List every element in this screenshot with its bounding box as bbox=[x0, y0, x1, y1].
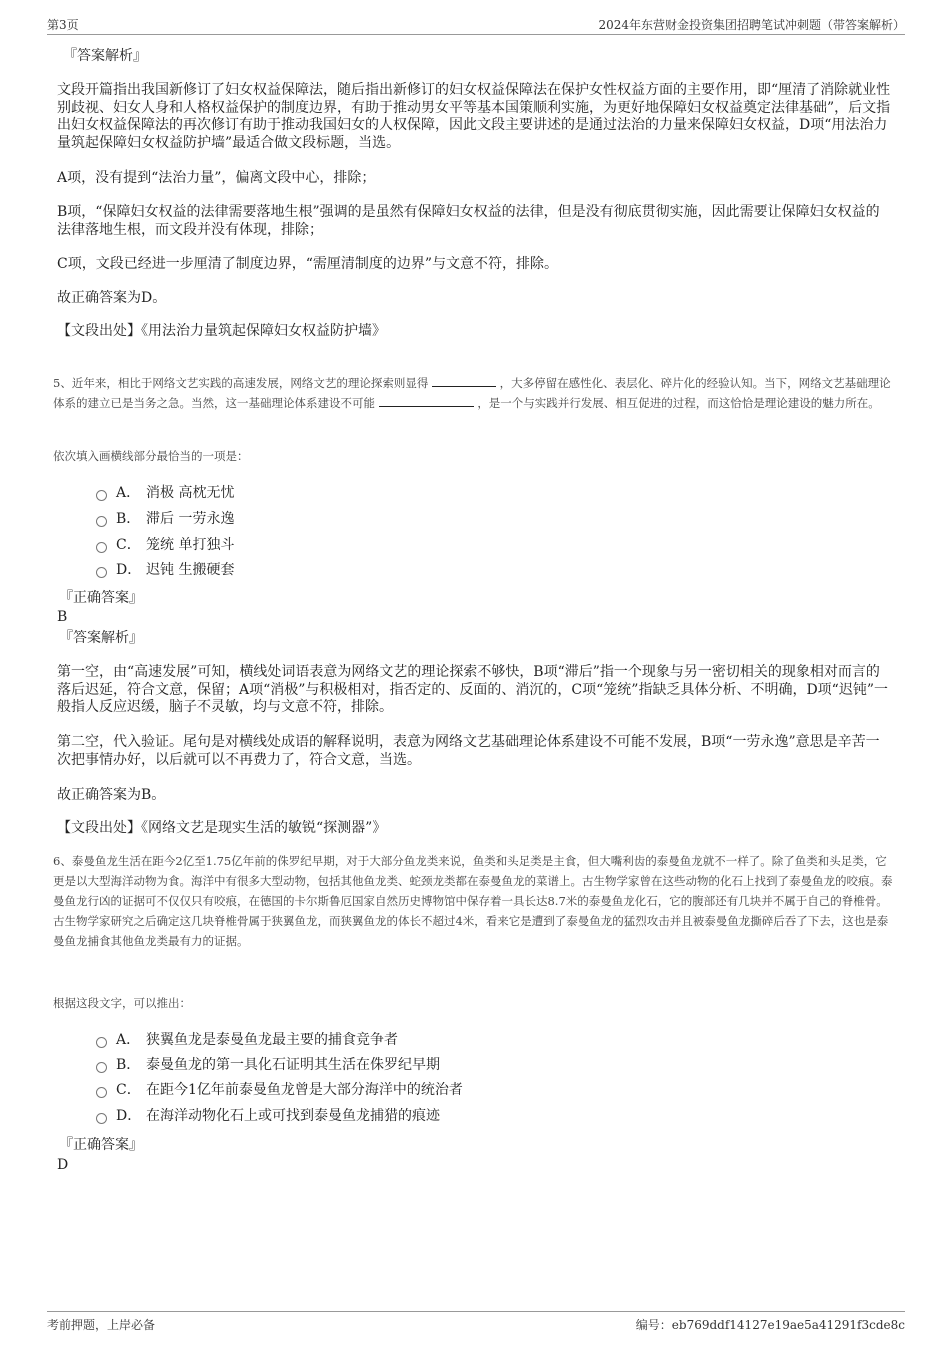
option-text: 在海洋动物化石上或可找到泰曼鱼龙捕猎的痕迹 bbox=[146, 1108, 440, 1124]
option-b[interactable] bbox=[96, 509, 234, 529]
option-text: 狭翼鱼龙是泰曼鱼龙最主要的捕食竞争者 bbox=[146, 1032, 398, 1048]
analysis-option-a: A项，没有提到“法治力量”，偏离文段中心，排除； bbox=[57, 170, 376, 186]
analysis-paragraph: 第一空，由“高速发展”可知，横线处词语表意为网络文艺的理论探索不够快，B项“滞后”指一个现象与另一密切相关的现象相对而言的落后迟延，符合文意，保留；A项“消极”与积极相对，指否定的、反面的、消沉的，C项“笼统”指缺乏具体分析、不明确，D项“迟钝”一般指人反应迟缓，脑子不灵敏，均与文意不符，排除。 bbox=[57, 664, 888, 715]
analysis-option-c: C项，文段已经进一步厘清了制度边界，“需厘清制度的边界”与文意不符，排除。 bbox=[57, 256, 559, 272]
question-prompt: 依次填入画横线部分最恰当的一项是： bbox=[53, 449, 249, 463]
radio-icon[interactable] bbox=[96, 542, 107, 553]
passage-source: 【文段出处】《用法治力量筑起保障妇女权益防护墙》 bbox=[57, 323, 386, 339]
radio-icon[interactable] bbox=[96, 1087, 107, 1098]
question-stem bbox=[53, 373, 893, 413]
option-a[interactable] bbox=[96, 483, 234, 503]
fill-blank bbox=[432, 374, 496, 387]
option-text: 泰曼鱼龙的第一具化石证明其生活在侏罗纪早期 bbox=[146, 1057, 440, 1073]
page-number: 第3页 bbox=[47, 18, 79, 32]
radio-icon[interactable] bbox=[96, 1062, 107, 1073]
question-prompt: 根据这段文字，可以推出： bbox=[53, 996, 191, 1010]
radio-icon[interactable] bbox=[96, 567, 107, 578]
question-stem-part: ，大多停留在感性化、表层化、碎片化的经验认知。当下，网络文艺基础理论体系的建立已是当务之急。当然，这一基础理论体系建设不可能 bbox=[53, 376, 891, 410]
option-d[interactable] bbox=[96, 560, 234, 580]
question-stem-part: ，是一个与实践并行发展、相互促进的过程，而这恰恰是理论建设的魅力所在。 bbox=[477, 396, 880, 410]
option-text: 在距今1亿年前泰曼鱼龙曾是大部分海洋中的统治者 bbox=[146, 1082, 463, 1098]
radio-icon[interactable] bbox=[96, 490, 107, 501]
radio-icon[interactable] bbox=[96, 516, 107, 527]
answer-conclusion: 故正确答案为D。 bbox=[57, 290, 167, 306]
document-code bbox=[636, 1316, 905, 1333]
option-d[interactable] bbox=[96, 1106, 440, 1126]
option-a[interactable] bbox=[96, 1030, 398, 1050]
analysis-paragraph: 文段开篇指出我国新修订了妇女权益保障法，随后指出新修订的妇女权益保障法在保护女性权益方面的主要作用，即“厘清了消除就业性别歧视、妇女人身和人格权益保护的制度边界，有助于推动男女平等基本国策顺利实施，为更好地保障妇女权益奠定法律基础”，后文指出妇女权益保障法的再次修订有助于推动我国妇女的人权保障，因此文段主要讲述的是通过法治的力量来保障妇女权益，D项“用法治力量筑起保障妇女权益防护墙”最适合做文段标题，当选。 bbox=[57, 82, 891, 151]
analysis-option-b: B项，“保障妇女权益的法律需要落地生根”强调的是虽然有保障妇女权益的法律，但是没有彻底贯彻实施，因此需要让保障妇女权益的法律落地生根，而文段并没有体现，排除； bbox=[57, 204, 880, 238]
correct-answer: D bbox=[57, 1157, 69, 1173]
radio-icon[interactable] bbox=[96, 1113, 107, 1124]
question-stem: 6、泰曼鱼龙生活在距今2亿至1.75亿年前的侏罗纪早期，对于大部分鱼龙类来说，鱼类和头足类是主食，但大嘴利齿的泰曼鱼龙就不一样了。除了鱼类和头足类，它更是以大型海洋动物为食。海洋中有很多大型动物，包括其他鱼龙类、蛇颈龙类都在泰曼鱼龙的菜谱上。古生物学家曾在这些动物的化石上找到了泰曼鱼龙的咬痕。泰曼鱼龙行凶的证据可不仅仅只有咬痕，在德国的卡尔斯鲁厄国家自然历史博物馆中保存着一具长达8.7米的泰曼鱼龙化石，它的腹部还有几块并不属于自己的脊椎骨。古生物学家研究之后确定这几块脊椎骨属于狭翼鱼龙，而狭翼鱼龙的体长不超过4米，看来它是遭到了泰曼鱼龙的猛烈攻击并且被泰曼鱼龙撕碎后吞了下去，这也是泰曼鱼龙捕食其他鱼龙类最有力的证据。 bbox=[53, 854, 893, 948]
fill-blank bbox=[379, 394, 474, 407]
option-c[interactable] bbox=[96, 535, 234, 555]
correct-answer-label: 『正确答案』 bbox=[59, 1137, 143, 1153]
option-b[interactable] bbox=[96, 1055, 440, 1075]
option-c[interactable] bbox=[96, 1080, 463, 1100]
option-letter: C． bbox=[116, 537, 141, 553]
correct-answer: B bbox=[57, 609, 68, 625]
option-letter: A． bbox=[116, 485, 141, 501]
option-text: 滞后 一劳永逸 bbox=[146, 511, 235, 527]
option-letter: C． bbox=[116, 1082, 141, 1098]
option-letter: B． bbox=[116, 511, 141, 527]
passage-source: 【文段出处】《网络文艺是现实生活的敏锐“探测器”》 bbox=[57, 820, 387, 836]
correct-answer-label: 『正确答案』 bbox=[59, 590, 143, 606]
page-footer bbox=[47, 1311, 905, 1334]
analysis-label: 『答案解析』 bbox=[59, 630, 143, 646]
footer-slogan: 考前押题，上岸必备 bbox=[47, 1318, 156, 1332]
code-value: eb769ddf14127e19ae5a41291f3cde8c bbox=[671, 1318, 905, 1332]
option-text: 消极 高枕无忧 bbox=[146, 485, 235, 501]
option-letter: D． bbox=[116, 562, 142, 578]
code-label: 编号： bbox=[635, 1318, 672, 1332]
option-letter: B． bbox=[116, 1057, 141, 1073]
page-header bbox=[47, 12, 905, 35]
analysis-label: 『答案解析』 bbox=[63, 48, 147, 64]
analysis-paragraph: 第二空，代入验证。尾句是对横线处成语的解释说明，表意为网络文艺基础理论体系建设不可能不发展，B项“一劳永逸”意思是辛苦一次把事情办好，以后就可以不再费力了，符合文意，当选。 bbox=[57, 734, 880, 768]
option-letter: A． bbox=[116, 1032, 141, 1048]
option-text: 迟钝 生搬硬套 bbox=[146, 562, 235, 578]
question-stem-part: 5、近年来，相比于网络文艺实践的高速发展，网络文艺的理论探索则显得 bbox=[53, 376, 429, 390]
option-letter: D． bbox=[116, 1108, 142, 1124]
option-text: 笼统 单打独斗 bbox=[146, 537, 235, 553]
document-title: 2024年东营财金投资集团招聘笔试冲刺题（带答案解析） bbox=[598, 18, 905, 32]
radio-icon[interactable] bbox=[96, 1037, 107, 1048]
answer-conclusion: 故正确答案为B。 bbox=[57, 787, 166, 803]
